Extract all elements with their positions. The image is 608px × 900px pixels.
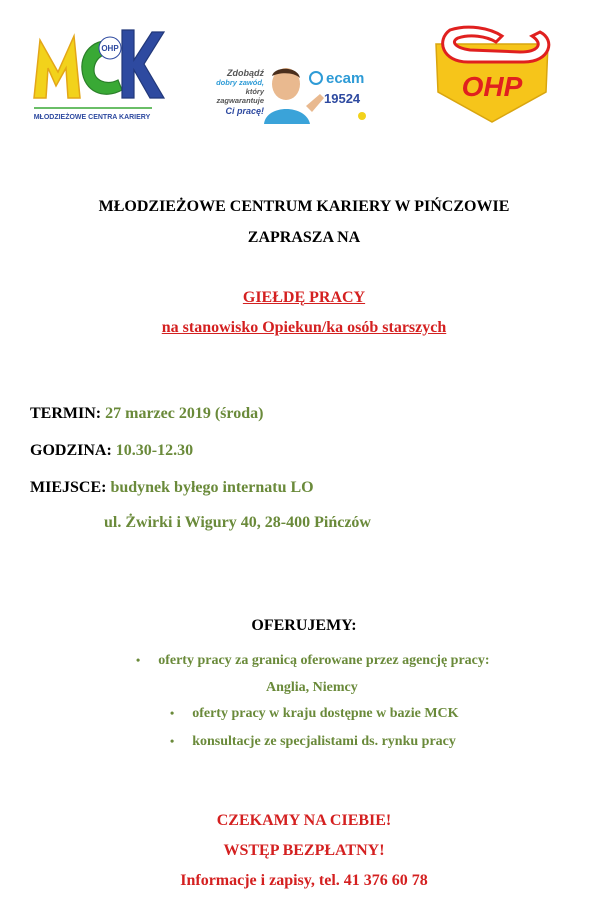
miejsce-label: MIEJSCE: — [30, 479, 107, 496]
offer-item-1-continuation: Anglia, Niemcy — [266, 680, 358, 695]
offer-heading: OFERUJEMY: — [251, 617, 357, 634]
offer-item-1 — [136, 653, 490, 669]
bullet-icon: • — [170, 706, 175, 720]
ohp-logo — [428, 22, 556, 124]
footer-line-3: Informacje i zapisy, tel. 41 376 60 78 — [180, 872, 428, 889]
offer-item-2 — [170, 706, 459, 722]
header-line-1: MŁODZIEŻOWE CENTRUM KARIERY W PIŃCZOWIE — [98, 198, 510, 215]
mck-logo — [28, 14, 168, 126]
ecam-badge-icon — [358, 112, 366, 120]
ecam-number: 19524 — [324, 91, 361, 106]
offer-item-3 — [170, 734, 456, 750]
header-line-2: ZAPRASZA NA — [247, 229, 361, 246]
footer-line-2: WSTĘP BEZPŁATNY! — [223, 842, 385, 859]
ecam-brand: ecam — [326, 70, 365, 87]
ecam-slogan-4: zagwarantuje — [216, 96, 264, 105]
ohp-logo-text: OHP — [461, 71, 523, 102]
bullet-icon: • — [170, 734, 175, 748]
miejsce-row — [30, 479, 314, 497]
event-subtitle: na stanowisko Opiekun/ka osób starszych — [161, 319, 447, 336]
termin-value: 27 marzec 2019 (środa) — [105, 405, 264, 422]
mck-tagline: MŁODZIEŻOWE CENTRA KARIERY — [33, 114, 151, 121]
offer-item-3-text: konsultacje ze specjalistami ds. rynku pracy — [192, 734, 456, 749]
ecam-slogan-1: Zdobądź — [227, 68, 264, 78]
ecam-slogan-5: Ci pracę! — [225, 106, 264, 116]
footer-line-1: CZEKAMY NA CIEBIE! — [216, 812, 392, 829]
ecam-slogan-2: dobry zawód, — [216, 78, 264, 87]
mck-badge-text: OHP — [101, 44, 119, 53]
offer-item-1-text: oferty pracy za granicą oferowane przez agencję pracy: — [158, 653, 490, 668]
bullet-icon: • — [136, 653, 141, 667]
address: ul. Żwirki i Wigury 40, 28-400 Pińczów — [104, 514, 371, 531]
miejsce-value: budynek byłego internatu LO — [110, 479, 314, 496]
termin-label: TERMIN: — [30, 405, 102, 422]
godzina-label: GODZINA: — [30, 442, 112, 459]
offer-item-2-text: oferty pracy w kraju dostępne w bazie MCK — [192, 706, 459, 721]
godzina-value: 10.30-12.30 — [115, 442, 194, 459]
termin-row — [30, 405, 263, 423]
event-title: GIEŁDĘ PRACY — [242, 289, 366, 306]
godzina-row — [30, 442, 193, 460]
ecam-banner — [208, 64, 376, 124]
ecam-slogan-3: który — [245, 87, 264, 96]
